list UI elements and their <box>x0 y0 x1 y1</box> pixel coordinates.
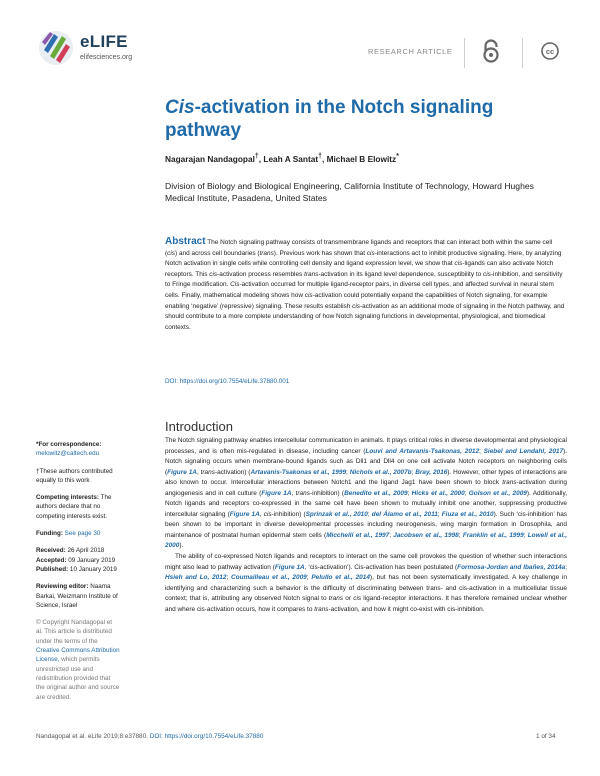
text-run: ; <box>458 531 463 539</box>
text-run: , <box>259 510 264 518</box>
text-run: -activation) ( <box>214 468 251 476</box>
italic-term: trans <box>200 468 215 476</box>
equal-contribution-note: †These authors contributed equally to this work <box>36 467 113 484</box>
funding-link[interactable]: See page 30 <box>62 530 101 538</box>
title-rest: -activation in the Notch signaling pathway <box>165 97 494 141</box>
text-run: ; <box>411 468 416 476</box>
text-run: or <box>343 595 354 603</box>
italic-term: trans <box>295 489 310 497</box>
text-run: The Notch signaling pathway enables intercellular communication in animals. It plays critical roles in diverse developmental and physiological processes, and is often mis-regulated in disease, including cancer ( <box>165 437 567 455</box>
dates: Received: 26 April 2018 Accepted: 09 January 2019 Published: 10 January 2019 <box>36 547 117 573</box>
citation-link[interactable]: Lowell et al., 2000 <box>165 531 567 550</box>
citation-link[interactable]: Sprinzak et al., 2010 <box>305 510 368 518</box>
abstract-doi-link[interactable]: DOI: https://doi.org/10.7554/eLife.37880.001 <box>165 378 290 385</box>
article-title <box>165 96 525 142</box>
citation-link[interactable]: Bray, 2016 <box>415 468 448 476</box>
text-run: ; <box>464 489 469 497</box>
affiliation: Division of Biology and Biological Engineering, California Institute of Technology, Howard Hughes Medical Institute, Pasadena, United States <box>165 181 534 203</box>
abstract: Abstract The Notch signaling pathway consists of transmembrane ligands and receptors that can interact both within the same cell (cis) and across cell boundaries (trans). Previous work has shown that cis-interactions act to inhibit productive signaling. Here, by analyzing Notch activation in single cells while controlling cell density and ligand expression level, we show that cis-ligands can also activate Notch receptors. This cis-activation process resembles trans-activation in its ligand level dependence, susceptibility to cis-inhibition, and sensitivity to Fringe modification. Cis-activation occurred for multiple ligand-receptor pairs, in diverse cell types, and affected survival in neural stem cells. Finally, mathematical modeling shows how cis-activation could potentially expand the capabilities of Notch signaling, for example enabling ‘negative’ (repressive) signaling. These results establish cis-activation as an additional mode of signaling in the Notch pathway, and should contribute to a more complete understanding of how Notch signaling functions in developmental, physiological, and biomedical contexts. <box>165 236 565 331</box>
article-info-sidebar: *For correspondence: melowitz@caltech.edu †These authors contributed equally to this work Competing interests: The authors declare that no competing interests exist. Funding: See page 30 Received: 26 April 2018 Accepted: 09 January 2019 Published: 10 January 2019 Reviewing editor: Naama Barkai, Weizmann Institute of Science, Israel © Copyright Nandagopal et al. This article is distributed under the terms of the Creative Commons Attribution License, which permits unrestricted use and redistribution provided that the original author and source are credited. <box>36 441 120 701</box>
citation-link[interactable]: Siebel and Lendahl, 2017 <box>483 447 564 455</box>
title-italic: Cis <box>165 97 195 118</box>
text-run: ), but has not been systematically investigated. A key challenge in identifying and characterizing such a behavior is the difficulty of discriminating between trans- and cis-activation in a multicellular tissue context; that is, attributing any observed Notch signal to <box>165 574 568 603</box>
text-run: -activation, and how it might co-exist with cis-inhibition. <box>328 605 485 613</box>
text-run: ; <box>437 510 442 518</box>
footer-doi-link[interactable]: DOI: https://doi.org/10.7554/eLife.37880 <box>149 733 264 740</box>
correspondence-email[interactable]: melowitz@caltech.edu <box>36 450 100 458</box>
introduction-body <box>165 436 567 615</box>
citation-link[interactable]: Nichols et al., 2007b <box>349 468 412 476</box>
journal-name: eLIFE <box>80 32 128 51</box>
citation-link[interactable]: Figure 1A <box>274 563 305 571</box>
section-heading-introduction: Introduction <box>165 419 233 434</box>
text-run: -activation during angiogenesis and in cell culture ( <box>165 479 567 497</box>
italic-term: trans <box>328 595 344 603</box>
citation-link[interactable]: Figure 1A <box>167 468 197 476</box>
text-run: ; <box>479 447 484 455</box>
license-link[interactable]: Creative Commons Attribution License, <box>36 647 120 664</box>
paragraph <box>165 552 567 615</box>
citation-link[interactable]: Franklin et al., 1999 <box>462 531 524 539</box>
text-run: ; <box>367 510 372 518</box>
text-run: ; <box>523 531 528 539</box>
italic-term: trans <box>314 605 329 613</box>
text-run: ). Additionally, Notch ligands and receptors co-expressed in the same cell have been shown to mutually inhibit one another, suppressing productive intercellular signaling ( <box>165 489 567 518</box>
open-access-icon[interactable] <box>481 38 501 64</box>
citation-link[interactable]: Coumailleau et al., 2009 <box>231 574 307 582</box>
abstract-heading: Abstract <box>165 236 206 247</box>
copyright-notice: © Copyright Nandagopal et al. This article is distributed under the terms of the Creative Commons Attribution License, which permits unrestricted use and redistribution provided that the original author and source are credited. <box>36 619 120 701</box>
citation-link[interactable]: Figure 1A <box>229 510 260 518</box>
text-run: ). However, other types of interactions are also known to occur. Intercellular interactions between Notch1 and the ligand Jag1 have been shown to block <box>165 468 567 487</box>
text-run: ; <box>346 468 350 476</box>
text-run: , <box>196 468 201 476</box>
text-run: ; <box>565 563 567 571</box>
author[interactable]: Nagarajan Nandagopal <box>165 153 255 164</box>
text-run: The ability of co-expressed Notch ligands and receptors to interact on the same cell provokes the question of whether such interactions might also lead to pathway activation ( <box>165 553 567 571</box>
citation-link[interactable]: del Álamo et al., 2011 <box>371 510 438 518</box>
citation-link[interactable]: Formosa-Jordan and Ibañes, 2014a <box>457 563 566 571</box>
author[interactable]: Leah A Santat <box>263 153 319 164</box>
paragraph <box>165 436 567 552</box>
text-run: , <box>291 489 296 497</box>
footer-citation: Nandagopal et al. eLife 2019;8:e37880. DOI: https://doi.org/10.7554/eLife.37880 <box>36 733 264 740</box>
text-run: ; <box>226 574 232 582</box>
journal-logo[interactable] <box>36 28 176 72</box>
author[interactable]: Michael B Elowitz <box>326 153 397 164</box>
page-number: 1 of 34 <box>536 733 556 740</box>
citation-link[interactable]: Fiuza et al., 2010 <box>441 510 494 518</box>
citation-link[interactable]: Benedito et al., 2009 <box>344 489 408 497</box>
header-divider <box>464 38 465 68</box>
text-run: ). Notch signaling occurs when membrane-bound ligands such as Dll1 and Dll4 on one cell activate Notch receptors on neighboring cells ( <box>165 447 568 476</box>
article-type-label: RESEARCH ARTICLE <box>368 47 453 56</box>
text-run: ). Such ‘cis-inhibition’ has been shown to be important in diverse developmental processes including neurogenesis, wing margin formation in Drosophila, and maintenance of postnatal human epidermal stem cells ( <box>165 510 568 539</box>
journal-site[interactable]: elifesciences.org <box>80 54 133 61</box>
citation-link[interactable]: Hicks et al., 2000 <box>411 489 465 497</box>
cc-label: cc <box>545 47 555 56</box>
italic-term: trans <box>502 479 517 487</box>
citation-link[interactable]: Louvi and Artavanis-Tsakonas, 2012 <box>365 447 480 455</box>
citation-link[interactable]: Hsieh and Lo, 2012 <box>165 574 227 582</box>
creative-commons-icon[interactable] <box>541 42 559 60</box>
citation-link[interactable]: Figure 1A <box>261 489 292 497</box>
text-run: ligand-receptor interactions. It has therefore remained unclear whether and where cis-activation occurs, how it compares to <box>165 595 567 613</box>
citation-link[interactable]: Pelullo et al., 2014 <box>311 574 370 582</box>
text-run: , ‘cis-activation’). Cis-activation has been postulated ( <box>304 563 458 571</box>
italic-term: cis <box>353 595 362 603</box>
text-run: ; <box>407 489 412 497</box>
citation-link[interactable]: Jacobsen et al., 1998 <box>393 531 459 539</box>
text-run: ). <box>179 542 184 550</box>
citation-link[interactable]: Micchelli et al., 1997 <box>326 531 390 539</box>
citation-link[interactable]: Golson et al., 2009 <box>468 489 527 497</box>
citation-link[interactable]: Artavanis-Tsakonas et al., 1999 <box>250 468 347 476</box>
italic-term: cis <box>263 510 272 518</box>
author-list: Nagarajan Nandagopal†, Leah A Santat†, Michael B Elowitz* <box>165 153 399 164</box>
text-run: -inhibition) ( <box>271 510 306 518</box>
elife-logo-icon <box>36 28 76 68</box>
text-run: ; <box>306 574 312 582</box>
header-divider <box>522 38 523 68</box>
text-run: ; <box>389 531 394 539</box>
text-run: -inhibition) ( <box>309 489 345 497</box>
